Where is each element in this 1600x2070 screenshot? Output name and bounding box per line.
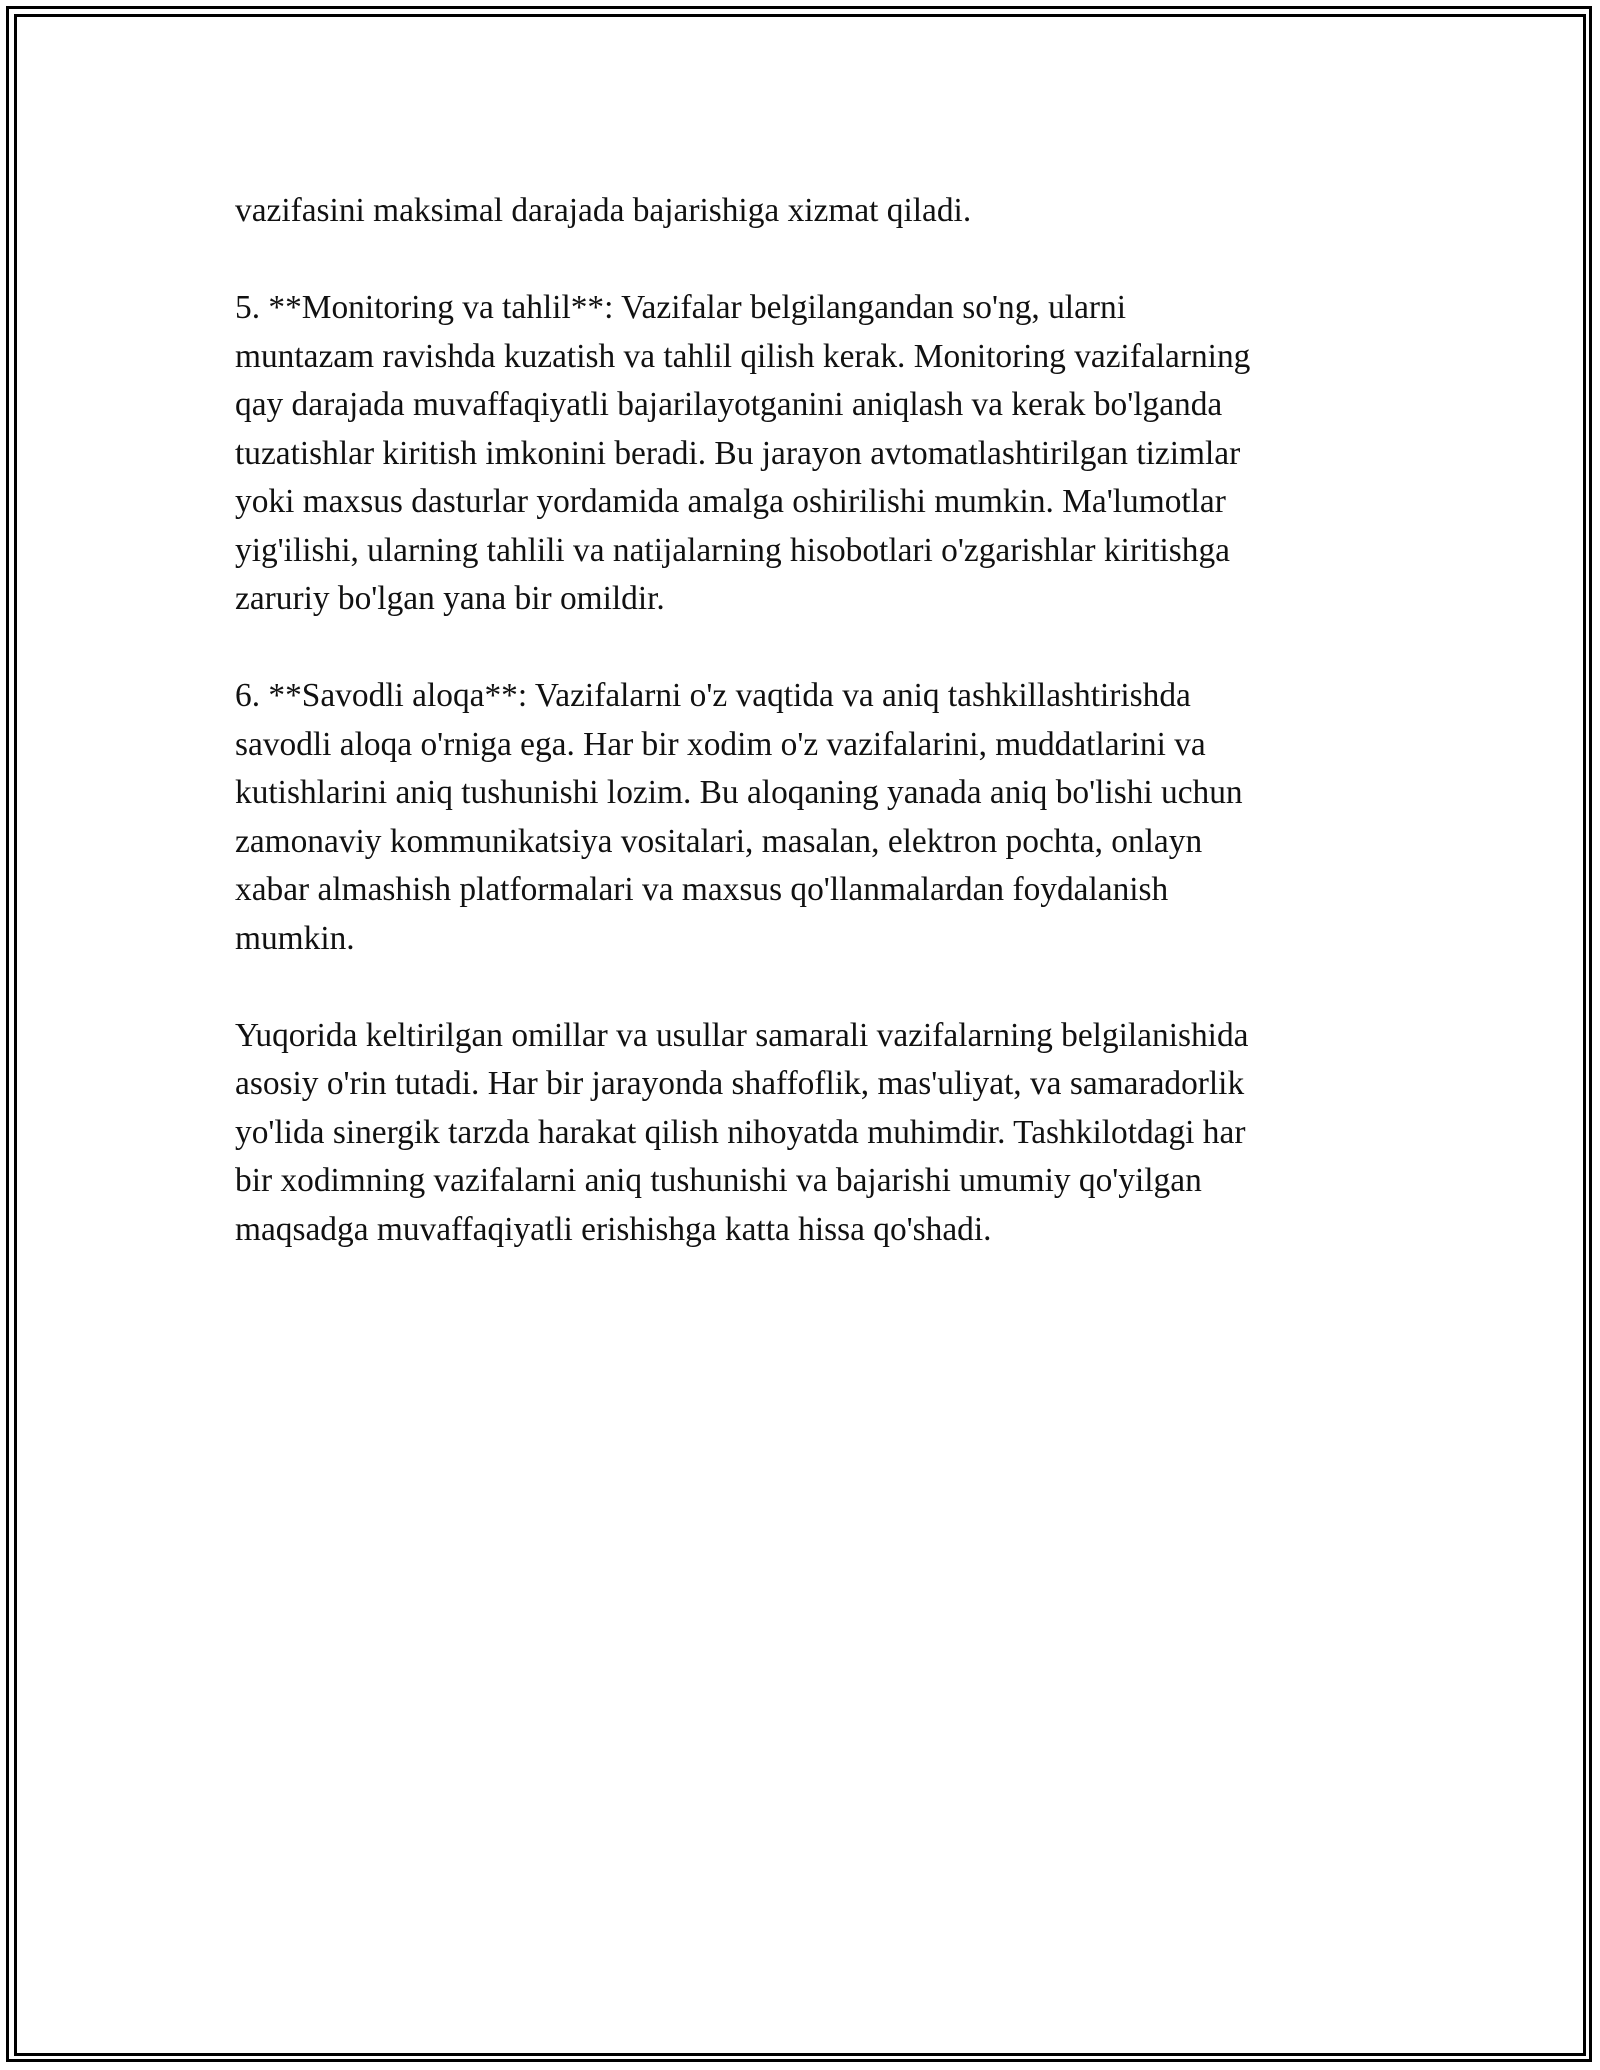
document-body	[235, 187, 1365, 1303]
text-line: xabar almashish platformalari va maxsus qo'llanmalardan foydalanish	[235, 871, 1169, 908]
text-line: tuzatishlar kiritish imkonini beradi. Bu jarayon avtomatlashtirilgan tizimlar	[235, 434, 1241, 472]
paragraph-communication	[235, 672, 1365, 963]
text-line: 5. **Monitoring va tahlil**: Vazifalar belgilangandan so'ng, ularni	[235, 289, 1126, 326]
text-line: maqsadga muvaffaqiyatli erishishga katta hissa qo'shadi.	[235, 1210, 992, 1248]
text-line: qay darajada muvaffaqiyatli bajarilayotganini aniqlash va kerak bo'lganda	[235, 386, 1223, 423]
paragraph-continuation	[235, 187, 1365, 236]
paragraph-monitoring	[235, 284, 1365, 624]
text-line: mumkin.	[235, 919, 355, 957]
text-line: Yuqorida keltirilgan omillar va usullar samarali vazifalarning belgilanishida	[235, 1016, 1249, 1054]
text-line: kutishlarini aniq tushunishi lozim. Bu aloqaning yanada aniq bo'lishi uchun	[235, 774, 1243, 811]
text-line: zamonaviy kommunikatsiya vositalari, masalan, elektron pochta, onlayn	[235, 822, 1203, 860]
text-line: zaruriy bo'lgan yana bir omildir.	[235, 580, 665, 617]
text-line: savodli aloqa o'rniga ega. Har bir xodim o'z vazifalarini, muddatlarini va	[235, 725, 1206, 763]
text-line: 6. **Savodli aloqa**: Vazifalarni o'z vaqtida va aniq tashkillashtirishda	[235, 677, 1191, 714]
paragraph-conclusion	[235, 1012, 1365, 1255]
text-line: muntazam ravishda kuzatish va tahlil qilish kerak. Monitoring vazifalarning	[235, 337, 1251, 375]
text-line: yig'ilishi, ularning tahlili va natijalarning hisobotlari o'zgarishlar kiritishga	[235, 531, 1231, 569]
text-line: yo'lida sinergik tarzda harakat qilish nihoyatda muhimdir. Tashkilotdagi har	[235, 1113, 1246, 1151]
text-line: yoki maxsus dasturlar yordamida amalga oshirilishi mumkin. Ma'lumotlar	[235, 483, 1226, 520]
text-line: asosiy o'rin tutadi. Har bir jarayonda shaffoflik, mas'uliyat, va samaradorlik	[235, 1065, 1245, 1102]
text-line: bir xodimning vazifalarni aniq tushunishi va bajarishi umumiy qo'yilgan	[235, 1162, 1202, 1199]
text-line: vazifasini maksimal darajada bajarishiga xizmat qiladi.	[235, 192, 972, 229]
